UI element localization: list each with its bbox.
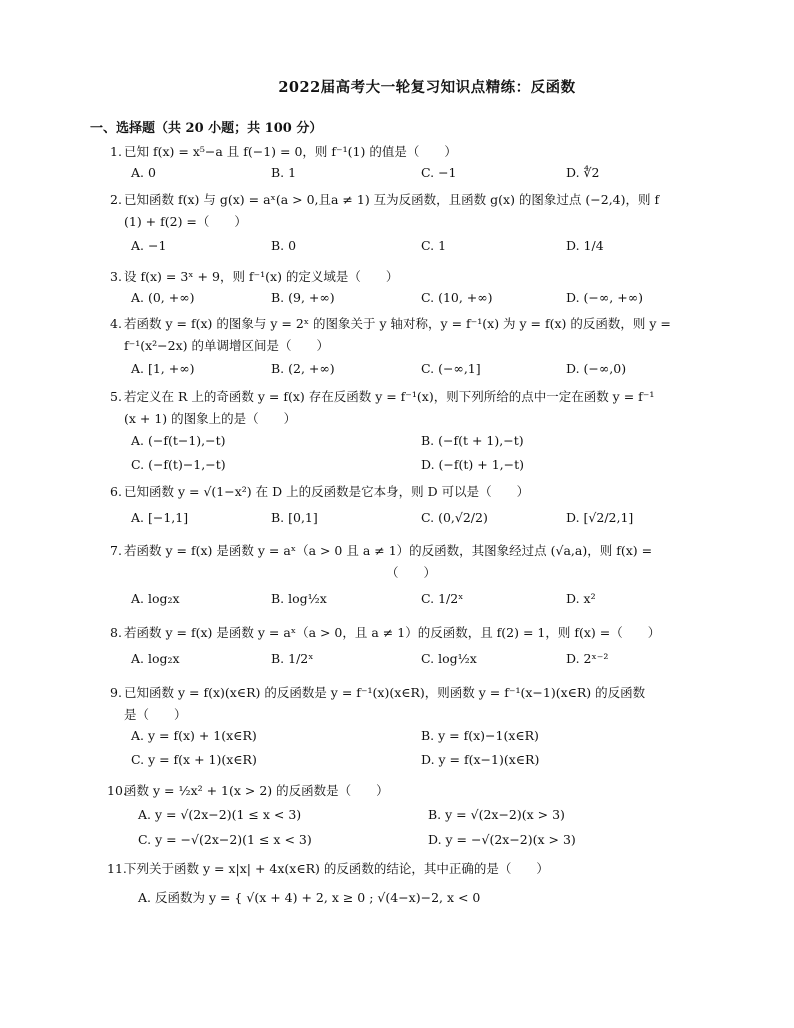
options-row (131, 591, 691, 611)
option-b[interactable]: B. 1/2ˣ (271, 651, 314, 666)
stem-line-2: (1) + f(2) =（ ） (124, 214, 247, 229)
section-heading: 一、选择题（共 20 小题；共 100 分） (90, 121, 323, 136)
option-c[interactable]: C. (10, +∞) (421, 290, 493, 305)
stem-line-1: 若定义在 R 上的奇函数 y = f(x) 存在反函数 y = f⁻¹(x)，则下列所给的点中一定在函数 y = f⁻¹ (124, 389, 655, 404)
stem-line-1: 若函数 y = f(x) 的图象与 y = 2ˣ 的图象关于 y 轴对称，y = f⁻¹(x) 为 y = f(x) 的反函数，则 y = (124, 316, 671, 331)
question-stem (107, 780, 704, 802)
option-a[interactable]: A. [1, +∞) (131, 361, 195, 376)
stem-line-2: （ ） (386, 565, 437, 580)
question-number: 4. (110, 316, 122, 331)
options-row (138, 832, 698, 852)
question-stem (110, 682, 704, 726)
question-number: 7. (110, 543, 122, 558)
option-d[interactable]: D. 1/4 (566, 238, 604, 253)
options-row (131, 165, 691, 185)
option-a[interactable]: A. 反函数为 y = { √(x + 4) + 2, x ≥ 0 ; √(4−x)−2, x < 0 (138, 890, 481, 905)
option-b[interactable]: B. (2, +∞) (271, 361, 335, 376)
options-row (138, 807, 698, 827)
question-number: 5. (110, 389, 122, 404)
option-d[interactable]: D. y = f(x−1)(x∈R) (421, 752, 540, 767)
option-c[interactable]: C. y = f(x + 1)(x∈R) (131, 752, 257, 767)
option-c[interactable]: C. 1 (421, 238, 447, 253)
question-stem (110, 189, 704, 233)
stem-text: 下列关于函数 y = x|x| + 4x(x∈R) 的反函数的结论，其中正确的是（ ） (124, 861, 549, 876)
stem-line-1: 已知函数 f(x) 与 g(x) = aˣ(a > 0,且a ≠ 1) 互为反函数，且函数 g(x) 的图象过点 (−2,4)，则 f (124, 192, 660, 207)
options-row (131, 728, 691, 748)
question-number: 11. (107, 861, 127, 876)
option-d[interactable]: D. ∜2 (566, 165, 600, 180)
options-row (131, 457, 691, 477)
option-b[interactable]: B. (9, +∞) (271, 290, 335, 305)
stem-text: 设 f(x) = 3ˣ + 9，则 f⁻¹(x) 的定义域是（ ） (124, 269, 399, 284)
stem-text: 若函数 y = f(x) 是函数 y = aˣ（a > 0，且 a ≠ 1）的反函数，且 f(2) = 1，则 f(x) =（ ） (124, 625, 661, 640)
option-b[interactable]: B. [0,1] (271, 510, 318, 525)
question-number: 9. (110, 685, 122, 700)
option-d[interactable]: D. (−∞, +∞) (566, 290, 643, 305)
option-c[interactable]: C. (0,√2/2) (421, 510, 488, 525)
option-a[interactable]: A. log₂x (131, 651, 180, 666)
option-d[interactable]: D. (−∞,0) (566, 361, 627, 376)
option-c[interactable]: C. y = −√(2x−2)(1 ≤ x < 3) (138, 832, 312, 847)
option-a[interactable]: A. (0, +∞) (131, 290, 195, 305)
stem-text: 函数 y = ½x² + 1(x > 2) 的反函数是（ ） (124, 783, 389, 798)
option-b[interactable]: B. 0 (271, 238, 297, 253)
stem-line-1: 若函数 y = f(x) 是函数 y = aˣ（a > 0 且 a ≠ 1）的反函数，其图象经过点 (√a,a)，则 f(x) = (124, 543, 653, 558)
option-d[interactable]: D. y = −√(2x−2)(x > 3) (428, 832, 576, 847)
option-b[interactable]: B. y = f(x)−1(x∈R) (421, 728, 539, 743)
option-c[interactable]: C. (−∞,1] (421, 361, 481, 376)
options-row (138, 888, 698, 918)
question-stem (110, 540, 704, 584)
stem-line-2: f⁻¹(x²−2x) 的单调增区间是（ ） (124, 338, 329, 353)
option-a[interactable]: A. y = f(x) + 1(x∈R) (131, 728, 257, 743)
option-b[interactable]: B. y = √(2x−2)(x > 3) (428, 807, 565, 822)
question-stem (110, 622, 704, 644)
option-a[interactable]: A. −1 (131, 238, 167, 253)
option-c[interactable]: C. −1 (421, 165, 457, 180)
options-row (131, 752, 691, 772)
options-row (131, 510, 691, 530)
option-a[interactable]: A. y = √(2x−2)(1 ≤ x < 3) (138, 807, 302, 822)
options-row (131, 433, 691, 453)
option-b[interactable]: B. log½x (271, 591, 327, 606)
options-row (131, 238, 691, 258)
stem-line-1: 已知函数 y = f(x)(x∈R) 的反函数是 y = f⁻¹(x)(x∈R)，则函数 y = f⁻¹(x−1)(x∈R) 的反函数 (124, 685, 646, 700)
option-a[interactable]: A. (−f(t−1),−t) (131, 433, 226, 448)
option-d[interactable]: D. x² (566, 591, 596, 606)
stem-text: 已知 f(x) = x⁵−a 且 f(−1) = 0，则 f⁻¹(1) 的值是（ ） (124, 144, 457, 159)
option-a[interactable]: A. [−1,1] (131, 510, 189, 525)
options-row (131, 651, 691, 671)
option-c[interactable]: C. 1/2ˣ (421, 591, 464, 606)
options-row (131, 361, 691, 381)
option-d[interactable]: D. [√2/2,1] (566, 510, 634, 525)
question-number: 2. (110, 192, 122, 207)
options-row (131, 290, 691, 310)
question-number: 1. (110, 144, 122, 159)
question-stem (110, 481, 704, 503)
stem-line-2: 是（ ） (124, 707, 187, 722)
option-b[interactable]: B. 1 (271, 165, 297, 180)
option-d[interactable]: D. 2ˣ⁻² (566, 651, 609, 666)
stem-line-2: (x + 1) 的图象上的是（ ） (124, 411, 297, 426)
option-d[interactable]: D. (−f(t) + 1,−t) (421, 457, 524, 472)
stem-text: 已知函数 y = √(1−x²) 在 D 上的反函数是它本身，则 D 可以是（ ） (124, 484, 530, 499)
question-stem (107, 858, 704, 880)
question-number: 8. (110, 625, 122, 640)
question-stem (110, 141, 704, 163)
page-title: 2022届高考大一轮复习知识点精练：反函数 (278, 79, 576, 96)
question-stem (110, 266, 704, 288)
option-a[interactable]: A. log₂x (131, 591, 180, 606)
question-stem (110, 386, 704, 430)
question-number: 10. (107, 783, 127, 798)
option-b[interactable]: B. (−f(t + 1),−t) (421, 433, 524, 448)
option-c[interactable]: C. log½x (421, 651, 477, 666)
question-number: 6. (110, 484, 122, 499)
option-a[interactable]: A. 0 (131, 165, 156, 180)
question-stem (110, 313, 704, 357)
option-c[interactable]: C. (−f(t)−1,−t) (131, 457, 226, 472)
question-number: 3. (110, 269, 122, 284)
